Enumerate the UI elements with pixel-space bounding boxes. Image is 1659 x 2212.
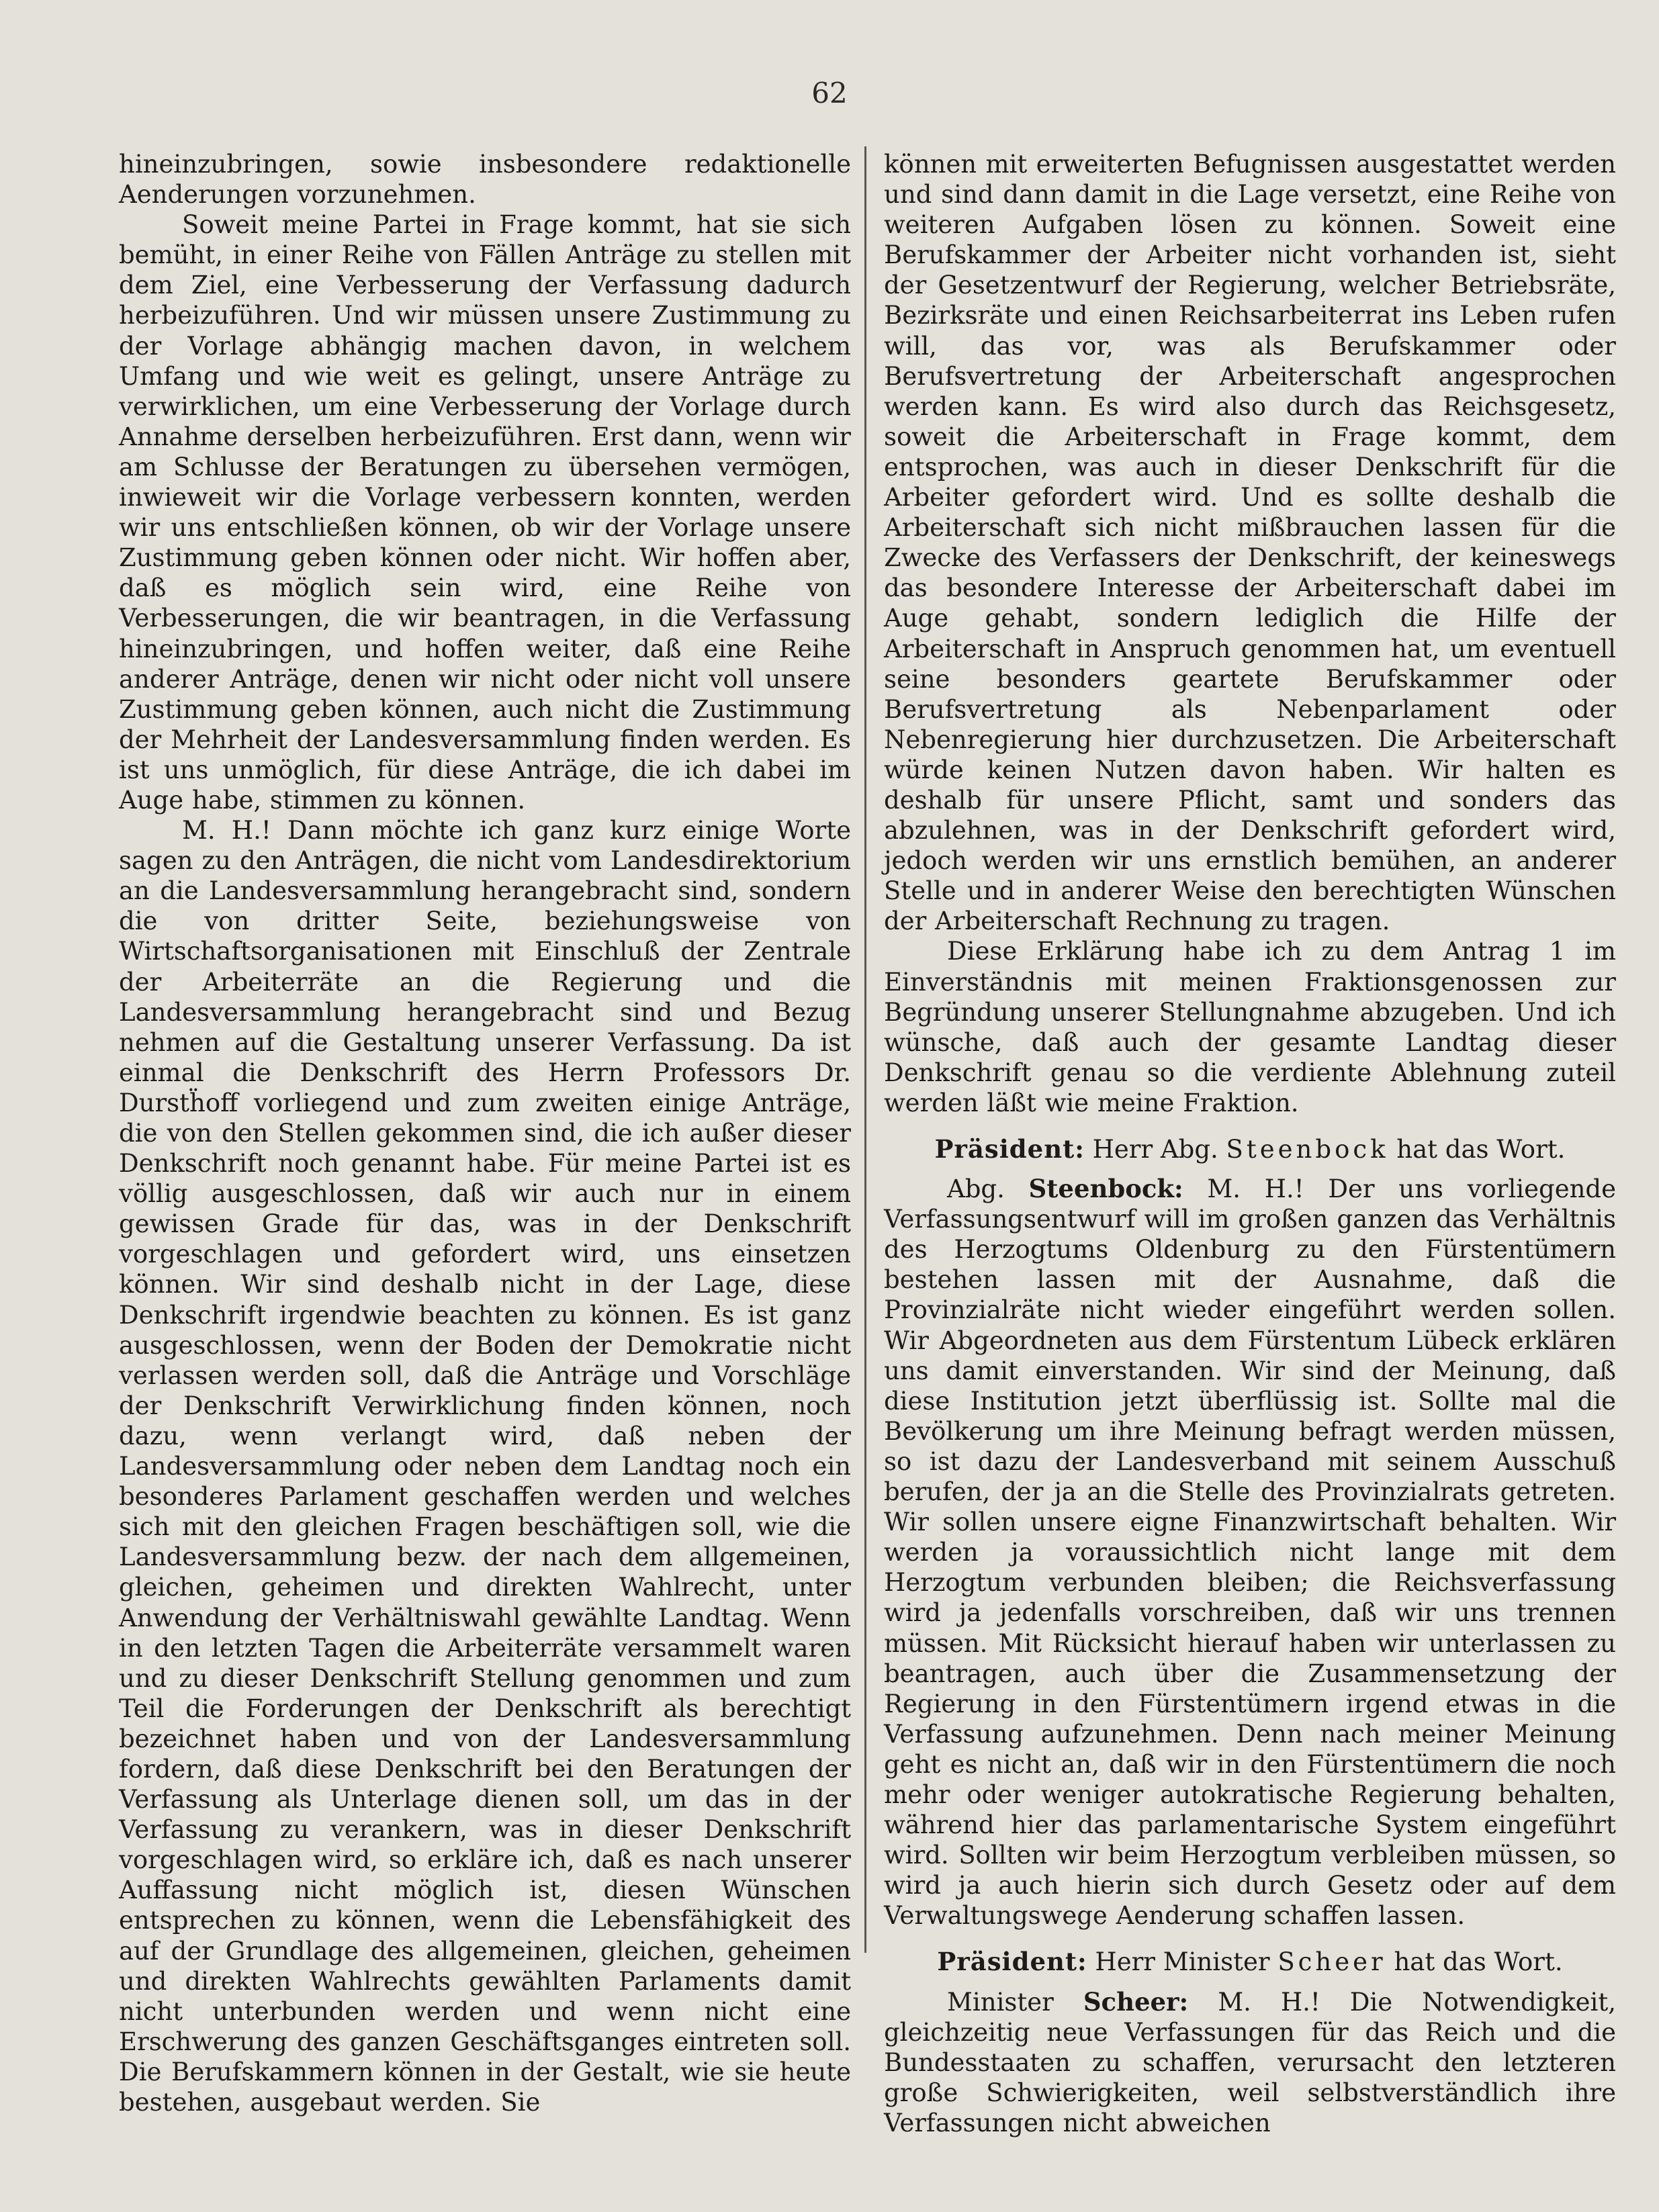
- speaker-outro: hat das Wort.: [1394, 1947, 1563, 1977]
- speaker-label: Präsident:: [937, 1947, 1087, 1977]
- speaker-prefix: Abg.: [947, 1174, 1005, 1204]
- column-divider: [864, 146, 866, 1953]
- inline-speaker-name: Scheer:: [1083, 1986, 1189, 2017]
- speech-text: M. H.! Der uns vorliegende Verfassungsentwurf will im großen ganzen das Verhältnis des Herzogtums Oldenburg zu den Fürstentümern bestehen lassen mit der Ausnahme, daß die Provinzialräte nicht wieder eingeführt werden sollen. Wir Abgeordneten aus dem Fürstentum Lübeck erklären uns damit einverstanden. Wir sind der Meinung, daß diese Institution jetzt überflüssig ist. Sollte mal die Bevölkerung um ihre Meinung befragt werden müssen, so ist dazu der Landesverband mit seinem Ausschuß berufen, der ja an die Stelle des Provinzialrats getreten. Wir sollen unsere eigne Finanzwirtschaft behalten. Wir werden ja voraussichtlich nicht lange mit dem Herzogtum verbunden bleiben; die Reichsverfassung wird ja jedenfalls vorschreiben, daß wir uns trennen müssen. Mit Rücksicht hierauf haben wir unterlassen zu beantragen, auch über die Zusammensetzung der Regierung in den Fürstentümern irgend etwas in die Verfassung aufzunehmen. Denn nach meiner Meinung geht es nicht an, daß wir in den Fürstentümern die noch mehr oder weniger autokratische Regierung behalten, während hier das parlamentarische System eingeführt wird. Sollten wir beim Herzogtum verbleiben müssen, so wird ja auch hierin sich durch Gesetz oder auf dem Verwaltungswege Aenderung schaffen lassen.: [884, 1174, 1616, 1931]
- left-column: [119, 149, 851, 2117]
- right-paragraph-4: [884, 1987, 1616, 2138]
- speaker-label: Präsident:: [934, 1134, 1085, 1164]
- left-paragraph-3: M. H.! Dann möchte ich ganz kurz einige Worte sagen zu den Anträgen, die nicht vom Landesdirektorium an die Landesversammlung herangebracht sind, sondern die von dritter Seite, beziehungsweise von Wirtschaftsorganisationen mit Einschluß der Zentrale der Arbeiterräte an die Regierung und die Landesversammlung herangebracht sind und Bezug nehmen auf die Gestaltung unserer Verfassung. Da ist einmal die Denkschrift des Herrn Professors Dr. Durstḧoff vorliegend und zum zweiten einige Anträge, die von den Stellen gekommen sind, die ich außer dieser Denkschrift noch genannt habe. Für meine Partei ist es völlig ausgeschlossen, daß wir auch nur in einem gewissen Grade für das, was in der Denkschrift vorgeschlagen und gefordert wird, uns einsetzen können. Wir sind deshalb nicht in der Lage, diese Denkschrift irgendwie beachten zu können. Es ist ganz ausgeschlossen, wenn der Boden der Demokratie nicht verlassen werden soll, daß die Anträge und Vorschläge der Denkschrift Verwirklichung finden können, noch dazu, wenn verlangt wird, daß neben der Landesversammlung oder neben dem Landtag noch ein besonderes Parlament geschaffen werden und welches sich mit den gleichen Fragen beschäftigen soll, wie die Landesversammlung bezw. der nach dem allgemeinen, gleichen, geheimen und direkten Wahlrecht, unter Anwendung der Verhältniswahl gewählte Landtag. Wenn in den letzten Tagen die Arbeiterräte versammelt waren und zu dieser Denkschrift Stellung genommen und zum Teil die Forderungen der Denkschrift als berechtigt bezeichnet haben und von der Landesversammlung fordern, daß diese Denkschrift bei den Beratungen der Verfassung als Unterlage dienen soll, um das in der Verfassung zu verankern, was in dieser Denkschrift vorgeschlagen wird, so erkläre ich, daß es nach unserer Auffassung nicht möglich ist, diesen Wünschen entsprechen zu können, wenn die Lebensfähigkeit des auf der Grundlage des allgemeinen, gleichen, geheimen und direkten Wahlrechts gewählten Parlaments damit nicht unterbunden werden und wenn nicht eine Erschwerung des ganzen Geschäftsganges eintreten soll. Die Berufskammern können in der Gestalt, wie sie heute bestehen, ausgebaut werden. Sie: [119, 816, 851, 2117]
- left-paragraph-2: Soweit meine Partei in Frage kommt, hat sie sich bemüht, in einer Reihe von Fällen Anträge zu stellen mit dem Ziel, eine Verbesserung der Verfassung dadurch herbeizuführen. Und wir müssen unsere Zustimmung zu der Vorlage abhängig machen davon, in welchem Umfang und wie weit es gelingt, unsere Anträge zu verwirklichen, um eine Verbesserung der Vorlage durch Annahme derselben herbeizuführen. Erst dann, wenn wir am Schlusse der Beratungen zu übersehen vermögen, inwieweit wir die Vorlage verbessern konnten, werden wir uns entschließen können, ob wir der Vorlage unsere Zustimmung geben können oder nicht. Wir hoffen aber, daß es möglich sein wird, eine Reihe von Verbesserungen, die wir beantragen, in die Verfassung hineinzubringen, und hoffen weiter, daß eine Reihe anderer Anträge, denen wir nicht oder nicht voll unsere Zustimmung geben können, auch nicht die Zustimmung der Mehrheit der Landesversammlung finden werden. Es ist uns unmöglich, für diese Anträge, die ich dabei im Auge habe, stimmen zu können.: [119, 210, 851, 815]
- speaker-prefix: Minister: [947, 1987, 1054, 2017]
- inline-speaker-name: Steenbock:: [1028, 1174, 1183, 1204]
- right-paragraph-1: können mit erweiterten Befugnissen ausgestattet werden und sind dann damit in die Lage versetzt, eine Reihe von weiteren Aufgaben lösen zu können. Soweit eine Berufskammer der Arbeiter nicht vorhanden ist, sieht der Gesetzentwurf der Regierung, welcher Betriebsräte, Bezirksräte und einen Reichsarbeiterrat ins Leben rufen will, das vor, was als Berufskammer oder Berufsvertretung der Arbeiterschaft angesprochen werden kann. Es wird also durch das Reichsgesetz, soweit die Arbeiterschaft in Frage kommt, dem entsprochen, was auch in dieser Denkschrift für die Arbeiter gefordert wird. Und es sollte deshalb die Arbeiterschaft sich nicht mißbrauchen lassen für die Zwecke des Verfassers der Denkschrift, der keineswegs das besondere Interesse der Arbeiterschaft dabei im Auge gehabt, sondern lediglich die Hilfe der Arbeiterschaft in Anspruch genommen hat, um eventuell seine besonders geartete Berufskammer oder Berufsvertretung als Nebenparlament oder Nebenregierung hier durchzusetzen. Die Arbeiterschaft würde keinen Nutzen davon haben. Wir halten es deshalb für unsere Pflicht, samt und sonders das abzulehnen, was in der Denkschrift gefordert wird, jedoch werden wir uns ernstlich bemühen, an anderer Stelle und in anderer Weise den berechtigten Wünschen der Arbeiterschaft Rechnung zu tragen.: [884, 150, 1616, 936]
- speaker-name: Scheer: [1277, 1947, 1386, 1977]
- right-column: [884, 149, 1616, 2138]
- page-number: 62: [811, 77, 848, 109]
- left-paragraph-1: hineinzubringen, sowie insbesondere redaktionelle Aenderungen vorzunehmen.: [119, 150, 851, 210]
- right-paragraph-2: Diese Erklärung habe ich zu dem Antrag 1 im Einverständnis mit meinen Fraktionsgenossen zur Begründung unserer Stellungnahme abzugeben. Und ich wünsche, daß auch der gesamte Landtag dieser Denkschrift genau so die verdiente Ablehnung zuteil werden läßt wie meine Fraktion.: [884, 937, 1616, 1117]
- speech-text: M. H.! Die Notwendigkeit, gleichzeitig neue Verfassungen für das Reich und die Bundesstaaten zu schaffen, verursacht den letzteren große Schwierigkeiten, weil selbstverständlich ihre Verfassungen nicht abweichen: [884, 1987, 1617, 2137]
- speaker-line-president-2: [884, 1947, 1616, 1977]
- speaker-intro: Herr Minister: [1095, 1947, 1270, 1977]
- speaker-name: Steenbock: [1226, 1135, 1389, 1164]
- speaker-outro: hat das Wort.: [1396, 1135, 1566, 1164]
- speaker-intro: Herr Abg.: [1092, 1135, 1218, 1164]
- right-paragraph-3: [884, 1174, 1616, 1931]
- speaker-line-president-1: [884, 1134, 1616, 1164]
